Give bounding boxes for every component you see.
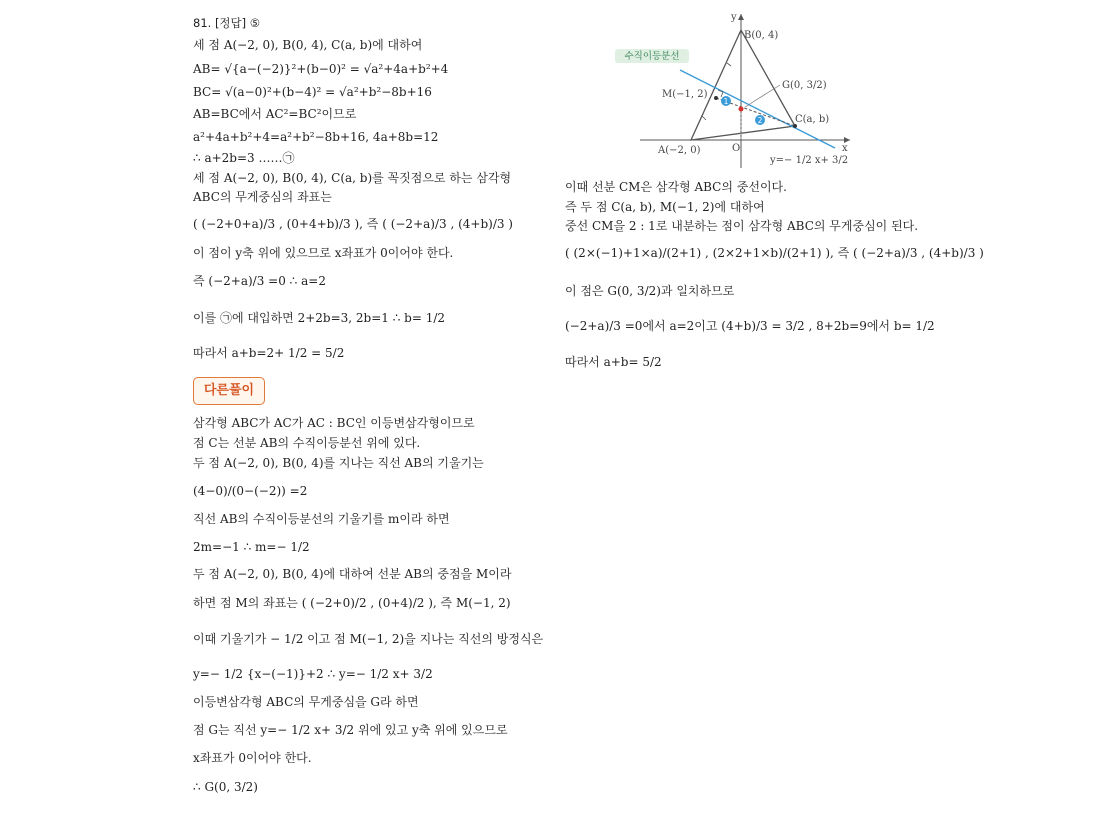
alternative-solution-badge: 다른풀이 xyxy=(193,377,265,405)
text-line: 중선 CM을 2 : 1로 내분하는 점이 삼각형 ABC의 무게중심이 된다. xyxy=(565,219,919,233)
text-line: x좌표가 0이어야 한다. xyxy=(193,751,312,765)
equation-line: 따라서 a+b= 5/2 xyxy=(565,355,662,369)
bisector-tag: 수직이등분선 xyxy=(624,51,680,62)
line-equation-label: y=− 1/2 x+ 3/2 xyxy=(770,155,849,166)
point-m xyxy=(714,96,718,100)
text-line: 이 점은 G(0, 3/2)과 일치하므로 xyxy=(565,284,735,298)
text-line: AB=BC에서 AC²=BC²이므로 xyxy=(193,107,357,121)
equation-line: 즉 (−2+a)/3 =0 ∴ a=2 xyxy=(193,274,326,288)
text-line: 세 점 A(−2, 0), B(0, 4), C(a, b)를 꼭짓점으로 하는 삼각형 xyxy=(193,171,512,185)
text-line: 세 점 A(−2, 0), B(0, 4), C(a, b)에 대하여 xyxy=(193,38,423,52)
equation-line: a²+4a+b²+4=a²+b²−8b+16, 4a+8b=12 xyxy=(193,130,439,144)
equation-line: ( (−2+0+a)/3 , (0+4+b)/3 ), 즉 ( (−2+a)/3 , (4+b)/3 ) xyxy=(193,217,513,231)
equation-line: (−2+a)/3 =0에서 a=2이고 (4+b)/3 = 3/2 , 8+2b=9에서 b= 1/2 xyxy=(565,319,935,333)
equation-line: BC= √(a−0)²+(b−4)² = √a²+b²−8b+16 xyxy=(193,85,432,99)
text-line: 이등변삼각형 ABC의 무게중심을 G라 하면 xyxy=(193,695,419,709)
text-line: 점 G는 직선 y=− 1/2 x+ 3/2 위에 있고 y축 위에 있으므로 xyxy=(193,723,508,737)
g-pointer xyxy=(745,85,780,107)
equation-line: AB= √{a−(−2)}²+(b−0)² = √a²+4a+b²+4 xyxy=(193,62,449,76)
text-line: ABC의 무게중심의 좌표는 xyxy=(193,190,332,204)
equation-line: ( (2×(−1)+1×a)/(2+1) , (2×2+1×b)/(2+1) ), 즉 ( (−2+a)/3 , (4+b)/3 ) xyxy=(565,246,984,260)
equation-line: 하면 점 M의 좌표는 ( (−2+0)/2 , (0+4)/2 ), 즉 M(−1, 2) xyxy=(193,596,511,610)
text-line: 이때 선분 CM은 삼각형 ABC의 중선이다. xyxy=(565,180,787,194)
text-line: 점 C는 선분 AB의 수직이등분선 위에 있다. xyxy=(193,436,421,450)
text-line: 이 점이 y축 위에 있으므로 x좌표가 0이어야 한다. xyxy=(193,246,454,260)
point-m-label: M(−1, 2) xyxy=(662,89,708,100)
text-line: 삼각형 ABC가 AC가 AC : BC인 이등변삼각형이므로 xyxy=(193,416,475,430)
point-b-label: B(0, 4) xyxy=(744,30,779,41)
equation-line: 이를 ㉠에 대입하면 2+2b=3, 2b=1 ∴ b= 1/2 xyxy=(193,311,446,325)
text-line: 두 점 A(−2, 0), B(0, 4)를 지나는 직선 AB의 기울기는 xyxy=(193,456,484,470)
problem-header: 81. [정답] ⑤ xyxy=(193,16,261,30)
y-axis-label: y xyxy=(731,12,737,23)
point-g-label: G(0, 3/2) xyxy=(782,80,827,91)
text-line: 두 점 A(−2, 0), B(0, 4)에 대하여 선분 AB의 중점을 M이라 xyxy=(193,567,512,581)
text-line: 이때 기울기가 − 1/2 이고 점 M(−1, 2)을 지나는 직선의 방정식은 xyxy=(193,632,544,646)
equation-line: 2m=−1 ∴ m=− 1/2 xyxy=(193,540,310,554)
equation-line: (4−0)/(0−(−2)) =2 xyxy=(193,484,308,498)
tick-mark xyxy=(727,63,731,66)
equation-line: 따라서 a+b=2+ 1/2 = 5/2 xyxy=(193,346,345,360)
equation-line: ∴ a+2b=3 ……㉠ xyxy=(193,151,295,165)
y-axis-arrow-icon xyxy=(738,14,744,20)
equation-line: ∴ G(0, 3/2) xyxy=(193,780,258,794)
origin-label: O xyxy=(732,143,741,154)
marker-1-label: 1 xyxy=(723,97,729,106)
centroid-point xyxy=(739,107,744,112)
x-axis-label: x xyxy=(842,143,848,154)
point-c-label: C(a, b) xyxy=(795,114,830,125)
point-a-label: A(−2, 0) xyxy=(658,145,701,156)
tick-mark xyxy=(702,116,706,120)
marker-2-label: 2 xyxy=(757,116,763,125)
text-line: 즉 두 점 C(a, b), M(−1, 2)에 대하여 xyxy=(565,200,765,214)
equation-line: y=− 1/2 {x−(−1)}+2 ∴ y=− 1/2 x+ 3/2 xyxy=(193,667,433,681)
text-line: 직선 AB의 수직이등분선의 기울기를 m이라 하면 xyxy=(193,512,450,526)
coordinate-figure xyxy=(600,8,860,176)
